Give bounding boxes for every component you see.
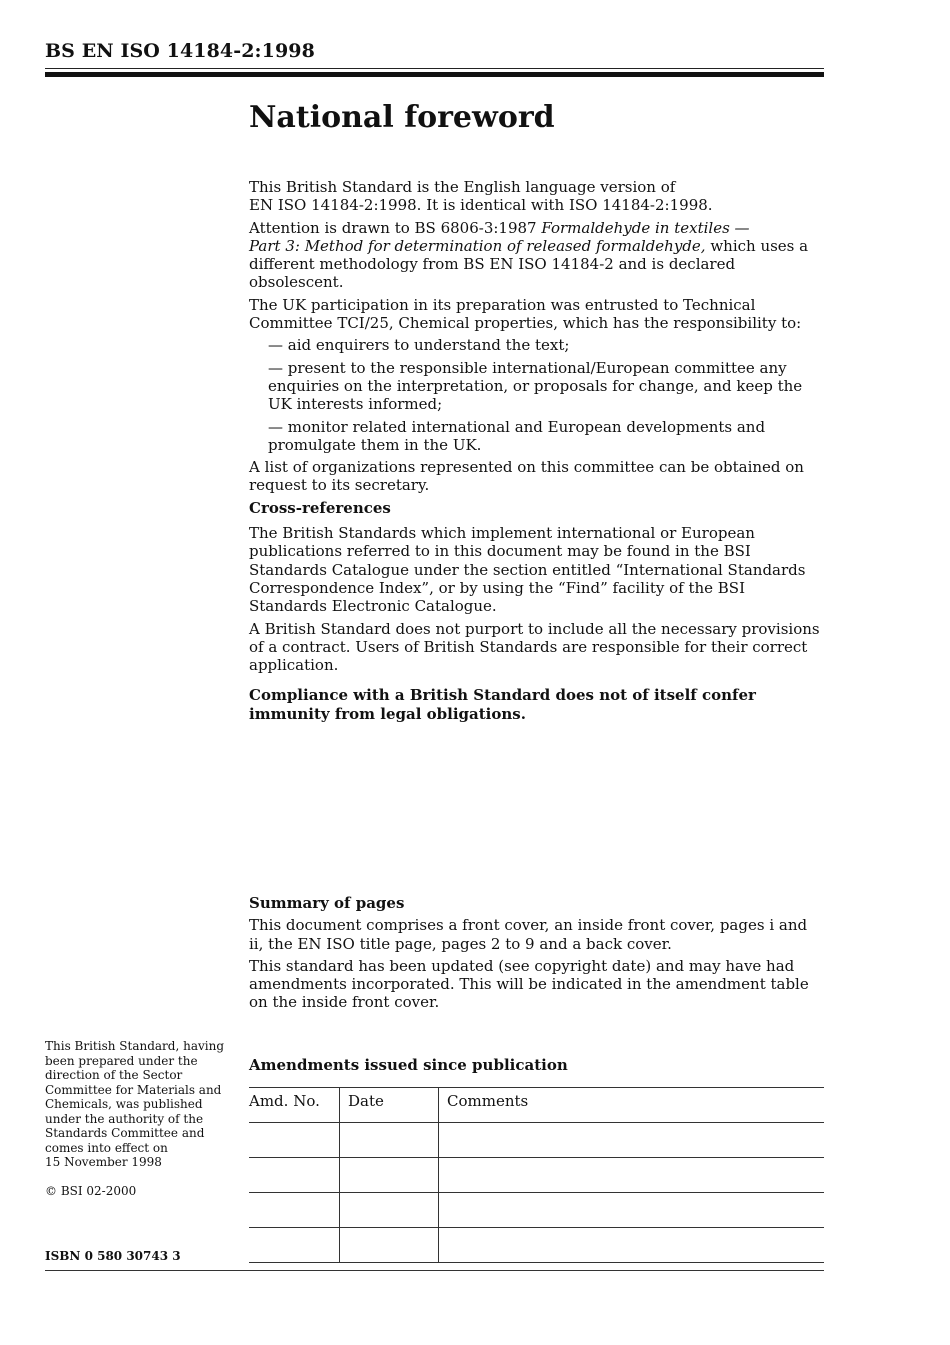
amendments-table — [249, 1087, 824, 1263]
column-header-comments: Comments — [439, 1088, 825, 1123]
footer-rule — [45, 1270, 824, 1271]
table-header-row — [249, 1088, 824, 1123]
table-cell — [340, 1123, 439, 1158]
column-header-date: Date — [340, 1088, 439, 1123]
page-title: National foreword — [249, 100, 555, 135]
attention-text-a: Attention is drawn to BS 6806-3:1987 — [249, 218, 542, 237]
attention-title-b: Part 3: Method for determination of released formaldehyde, — [249, 236, 706, 255]
attention-title-a: Formaldehyde in textiles — — [541, 218, 750, 237]
table-row — [249, 1123, 824, 1158]
provisions-paragraph: A British Standard does not purport to include all the necessary provisions of a contract. Users of British Standards are responsible for their correct application. — [249, 619, 820, 675]
note-line: been prepared under the — [45, 1053, 198, 1068]
table-cell — [340, 1228, 439, 1263]
cross-references-paragraph: The British Standards which implement international or European publications referred to in this document may be found in the BSI Standards Catalogue under the section entitled “International Standards Correspondence Index”, or by using the “Find” facility of the BSI Standards Electronic Catalogue. — [249, 524, 806, 616]
table-row — [249, 1158, 824, 1193]
responsibility-item: — monitor related international and European developments and promulgate them in the UK. — [268, 417, 766, 454]
responsibility-item: — present to the responsible international/European committee any enquiries on the interpretation, or proposals for change, and keep the UK interests informed; — [268, 358, 803, 414]
table-cell — [439, 1158, 825, 1193]
table-row — [249, 1193, 824, 1228]
note-line: comes into effect on — [45, 1140, 168, 1155]
summary-heading: Summary of pages — [249, 894, 405, 912]
note-line: 15 November 1998 — [45, 1155, 162, 1169]
attention-text-d: which uses a — [705, 236, 809, 255]
table-cell — [249, 1158, 340, 1193]
organizations-paragraph: A list of organizations represented on this committee can be obtained on request to its secretary. — [249, 458, 804, 495]
update-paragraph: This standard has been updated (see copyright date) and may have had amendments incorporated. This will be indicated in the amendment table on the inside front cover. — [249, 956, 809, 1012]
note-line: Chemicals, was published — [45, 1097, 203, 1111]
table-cell — [439, 1123, 825, 1158]
note-line: Committee for Materials and — [45, 1082, 222, 1097]
intro-line-1: This British Standard is the English language version of — [249, 178, 676, 196]
note-line: Standards Committee and — [45, 1126, 205, 1140]
table-cell — [439, 1228, 825, 1263]
table-cell — [340, 1158, 439, 1193]
table-cell — [439, 1193, 825, 1228]
table-cell — [249, 1228, 340, 1263]
header-rule-thick — [45, 72, 824, 77]
responsibility-item: — aid enquirers to understand the text; — [268, 336, 570, 355]
table-cell — [249, 1123, 340, 1158]
summary-section — [249, 894, 825, 1016]
summary-paragraph: This document comprises a front cover, an inside front cover, pages i and ii, the EN ISO title page, pages 2 to 9 and a back cover. — [249, 916, 808, 953]
intro-paragraph — [249, 178, 825, 215]
document-code: BS EN ISO 14184-2:1998 — [45, 40, 315, 62]
column-header-amd-no: Amd. No. — [249, 1088, 340, 1123]
intro-line-2: EN ISO 14184-2:1998. It is identical with ISO 14184-2:1998. — [249, 196, 713, 215]
amendments-heading: Amendments issued since publication — [249, 1056, 568, 1074]
isbn-number: ISBN 0 580 30743 3 — [45, 1249, 181, 1263]
copyright-notice: © BSI 02-2000 — [45, 1184, 137, 1198]
table-cell — [249, 1193, 340, 1228]
note-line: under the authority of the — [45, 1111, 204, 1126]
note-line: This British Standard, having — [45, 1039, 225, 1053]
committee-paragraph: The UK participation in its preparation was entrusted to Technical Committee TCI/25, Chemical properties, which has the responsibility to: — [249, 295, 802, 333]
cross-references-heading: Cross-references — [249, 498, 391, 517]
note-line: direction of the Sector — [45, 1068, 183, 1082]
foreword-body — [249, 178, 825, 727]
header-rule-thin — [45, 68, 824, 69]
table-cell — [340, 1193, 439, 1228]
attention-paragraph — [249, 219, 825, 292]
attention-text-e: different methodology from BS EN ISO 14184-2 and is declared obsolescent. — [249, 255, 736, 292]
table-row — [249, 1228, 824, 1263]
compliance-statement: Compliance with a British Standard does not of itself confer immunity from legal obligations. — [249, 686, 756, 723]
publication-note — [45, 1039, 235, 1170]
